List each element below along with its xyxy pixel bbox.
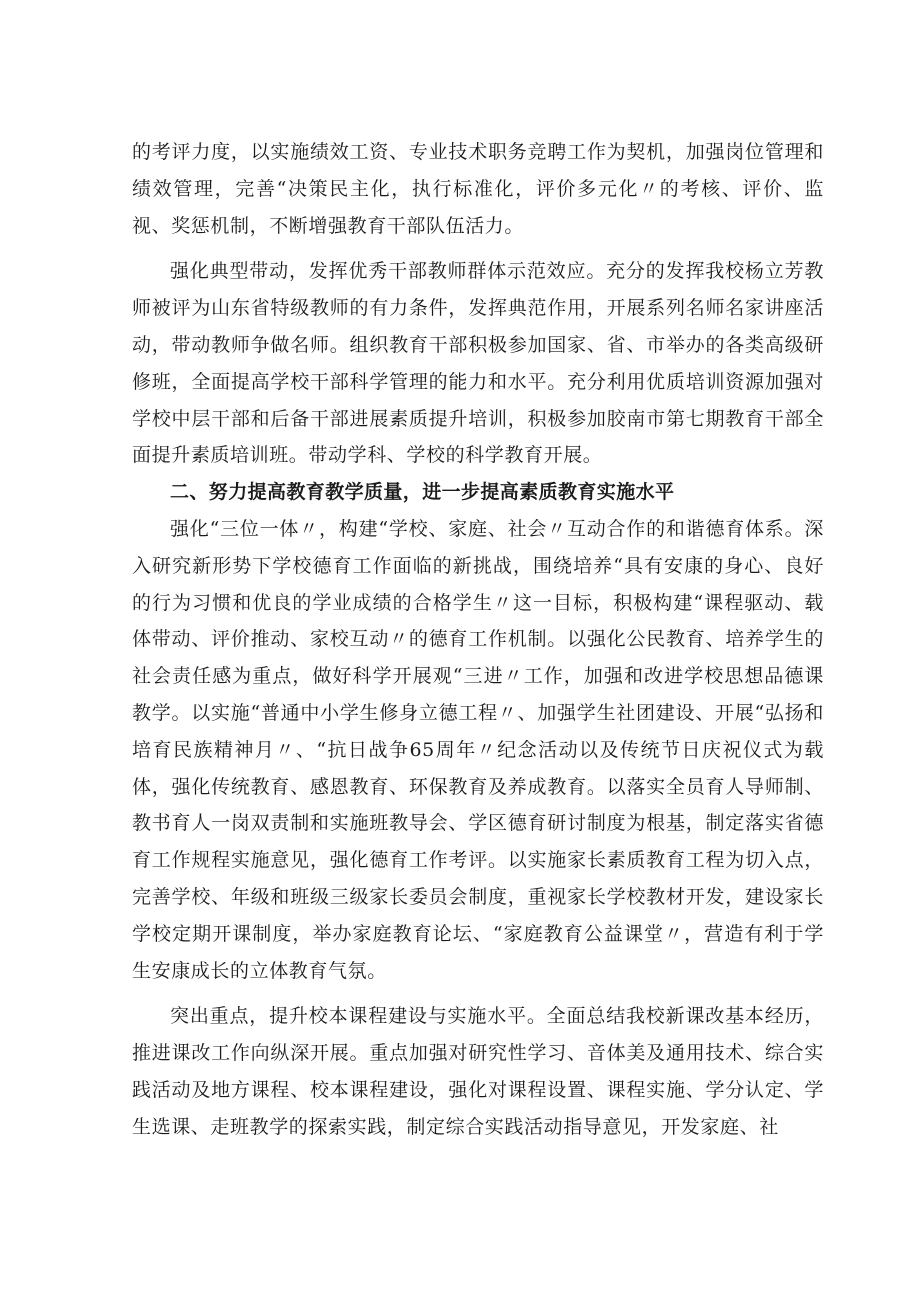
section-heading-2: 二、努力提高教育教学质量，进一步提高素质教育实施水平 bbox=[170, 481, 675, 504]
paragraph-curriculum: 突出重点，提升校本课程建设与实施水平。全面总结我校新课改基本经历，推进课改工作向纵深开展。重点加强对研究性学习、音体美及通用技术、综合实践活动及地方课程、校本课程建设，强化对课程设置、课程实施、学分认定、学生选课、走班教学的探索实践，制定综合实践活动指导意见，开发家庭、社 bbox=[132, 1005, 824, 1138]
paragraph-continuation: 的考评力度，以实施绩效工资、专业技术职务竞聘工作为契机，加强岗位管理和绩效管理，完善“决策民主化，执行标准化，评价多元化〃的考核、评价、监视、奖惩机制，不断增强教育干部队伍活力。 bbox=[132, 141, 824, 237]
paragraph-moral-education: 强化“三位一体〃，构建“学校、家庭、社会〃互动合作的和谐德育体系。深入研究新形势下学校德育工作面临的新挑战，围绕培养“具有安康的身心、良好的行为习惯和优良的学业成绩的合格学生〃这一目标，积极构建“课程驱动、载体带动、评价推动、家校互动〃的德育工作机制。以强化公民教育、培养学生的社会责任感为重点，做好科学开展观“三进〃工作，加强和改进学校思想品德课教学。以实施“普通中小学生修身立德工程〃、加强学生社团建设、开展“弘扬和培育民族精神月〃、“抗日战争65周年〃纪念活动以及传统节日庆祝仪式为载体，强化传统教育、感恩教育、环保教育及养成教育。以落实全员育人导师制、教书育人一岗双责制和实施班教导会、学区德育研讨制度为根基，制定落实省德育工作规程实施意见，强化德育工作考评。以实施家长素质教育工程为切入点，完善学校、年级和班级三级家长委员会制度，重视家长学校教材开发，建设家长学校定期开课制度，举办家庭教育论坛、“家庭教育公益课堂〃，营造有利于学生安康成长的立体教育气氛。 bbox=[132, 517, 824, 982]
document-body bbox=[132, 134, 824, 1146]
paragraph-typical-leadership: 强化典型带动，发挥优秀干部教师群体示范效应。充分的发挥我校杨立芳教师被评为山东省特级教师的有力条件，发挥典范作用，开展系列名师名家讲座活动，带动教师争做名师。组织教育干部积极参加国家、省、市举办的各类高级研修班，全面提高学校干部科学管理的能力和水平。充分利用优质培训资源加强对学校中层干部和后备干部进展素质提升培训，积极参加胶南市第七期教育干部全面提升素质培训班。带动学科、学校的科学教育开展。 bbox=[132, 260, 824, 467]
